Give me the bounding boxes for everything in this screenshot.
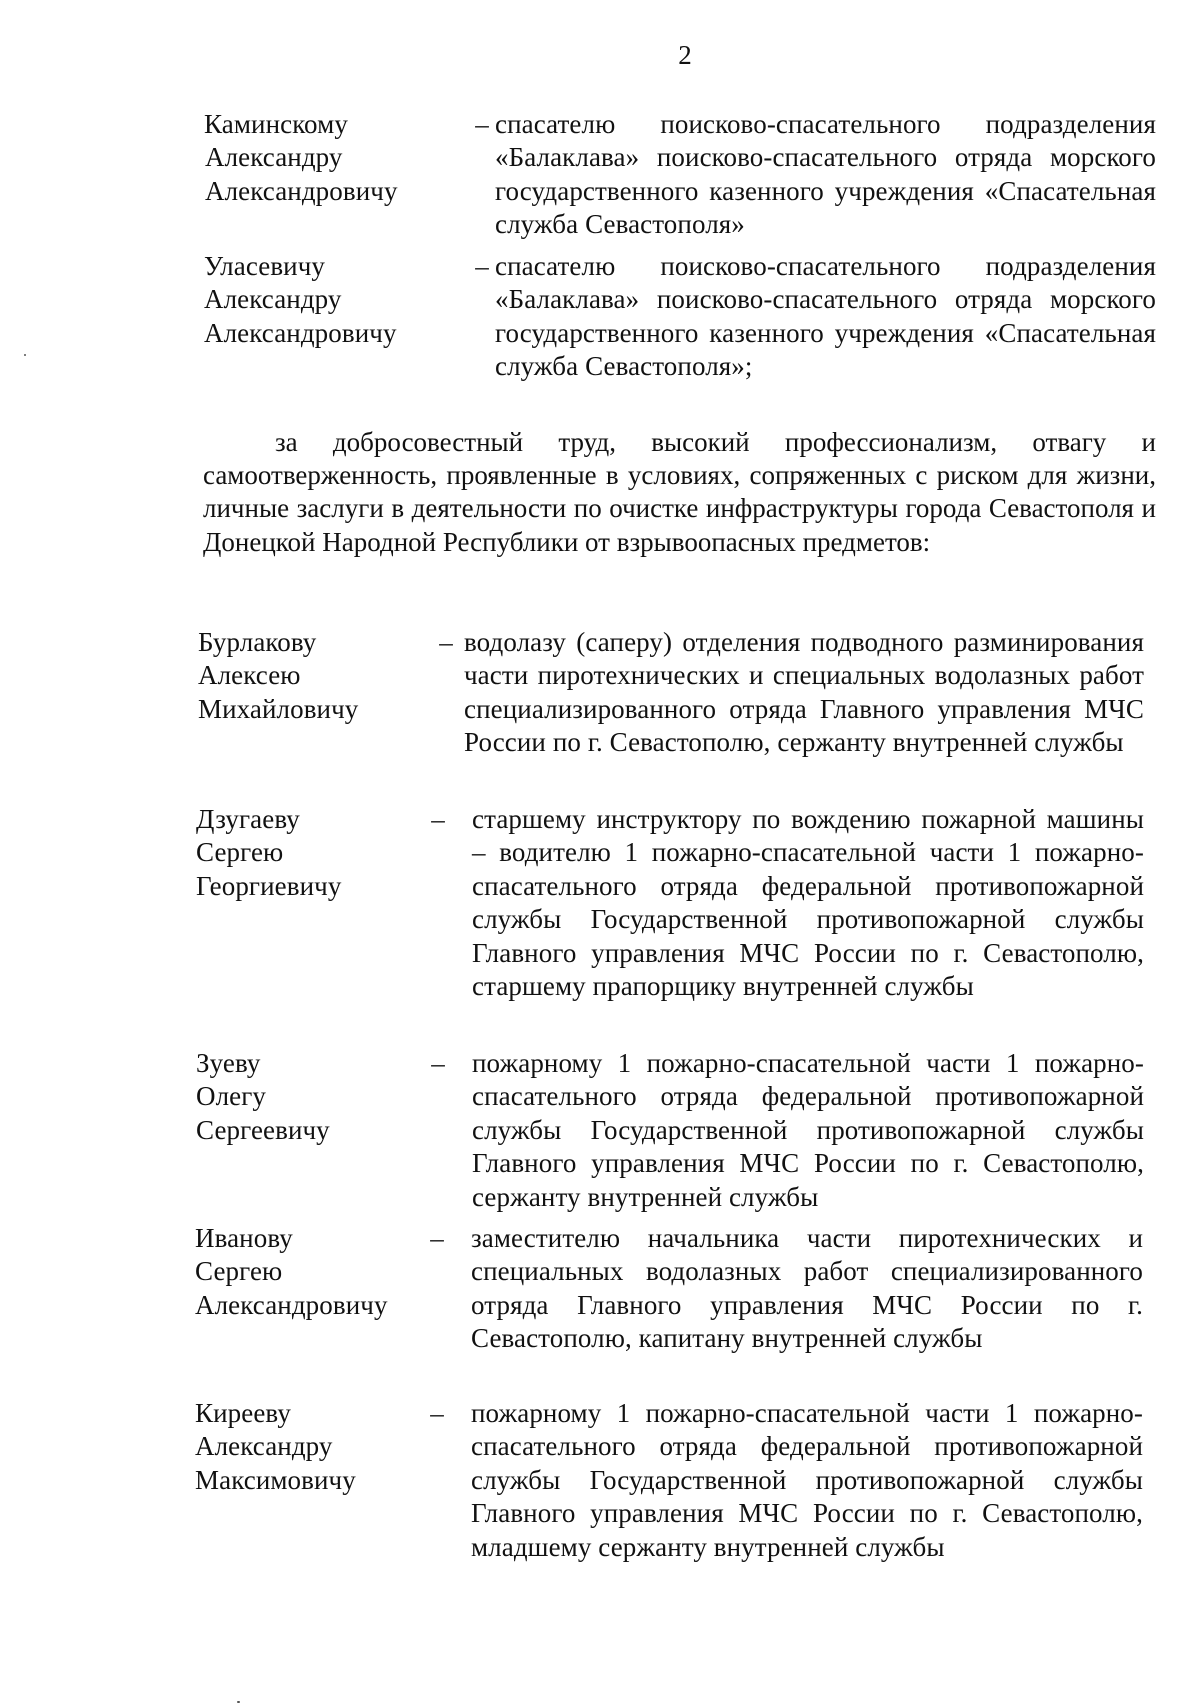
entry-dash: – xyxy=(431,1048,445,1078)
recipient-surname: Иванову xyxy=(195,1223,293,1253)
recipient-first-name: Сергею xyxy=(195,1256,283,1287)
entry-dash: – xyxy=(475,251,489,281)
recipient-name xyxy=(195,1397,415,1497)
award-entry-ulasevich xyxy=(204,250,1156,386)
recipient-name xyxy=(204,108,424,208)
recipient-position: старшему инструктору по вождению пожарной машины – водителю 1 пожарно-спасательной части 1 пожарно-спасательного отряда федеральной противопожарной службы Государственной противопожарной службы Главного управления МЧС России по г. Севастополю, старшему прапорщику внутренней службы xyxy=(472,804,1144,1002)
recipient-position: пожарному 1 пожарно-спасательной части 1 пожарно-спасательного отряда федеральной противопожарной службы Государственной противопожарной службы Главного управления МЧС России по г. Севастополю, младшему сержанту внутренней службы xyxy=(471,1398,1143,1562)
recipient-patronymic: Александровичу xyxy=(205,175,398,206)
recipient-position: спасателю поисково-спасательного подразделения «Балаклава» поисково-спасательного отряда морского государственного казенного учреждения «Спасательная служба Севастополя» xyxy=(495,109,1156,240)
recipient-first-name: Александру xyxy=(195,1431,333,1462)
recipient-first-name: Александру xyxy=(205,142,343,173)
recipient-position: заместителю начальника части пиротехнических и специальных водолазных работ специализированного отряда Главного управления МЧС России по г. Севастополю, капитану внутренней службы xyxy=(471,1223,1143,1354)
recipient-patronymic: Максимовичу xyxy=(195,1464,356,1495)
recipient-patronymic: Александровичу xyxy=(204,317,397,348)
recipient-position: спасателю поисково-спасательного подразделения «Балаклава» поисково-спасательного отряда морского государственного казенного учреждения «Спасательная служба Севастополя»; xyxy=(495,251,1156,382)
entry-dash: – xyxy=(430,1223,444,1253)
recipient-surname: Дзугаеву xyxy=(196,804,300,834)
award-reason-paragraph: за добросовестный труд, высокий профессионализм, отвагу и самоотверженность, проявленные в условиях, сопряженных с риском для жизни, личные заслуги в деятельности по очистке инфраструктуры города Севастополя и Донецкой Народной Республики от взрывоопасных предметов: xyxy=(203,427,1156,557)
recipient-patronymic: Сергеевичу xyxy=(196,1114,330,1145)
recipient-first-name: Алексею xyxy=(198,660,301,691)
award-entry-dzugaev xyxy=(196,803,1144,1039)
recipient-first-name: Сергею xyxy=(196,837,284,868)
award-entry-burlakov xyxy=(198,626,1144,794)
recipient-name xyxy=(196,1047,416,1147)
recipient-position: пожарному 1 пожарно-спасательной части 1 пожарно-спасательного отряда федеральной противопожарной службы Государственной противопожарной службы Главного управления МЧС России по г. Севастополю, сержанту внутренней службы xyxy=(472,1048,1144,1212)
recipient-surname: Каминскому xyxy=(204,109,348,139)
entry-dash: – xyxy=(475,109,489,139)
entry-dash: – xyxy=(431,804,445,834)
recipient-name xyxy=(196,803,416,903)
scan-speck xyxy=(237,1701,240,1703)
award-entry-zuev xyxy=(196,1047,1144,1215)
recipient-surname: Уласевичу xyxy=(204,251,326,281)
page-number: 2 xyxy=(678,40,692,70)
recipient-name xyxy=(195,1222,415,1322)
recipient-surname: Бурлакову xyxy=(198,627,317,657)
recipient-first-name: Александру xyxy=(204,284,342,315)
recipient-name xyxy=(204,250,424,350)
recipient-name xyxy=(198,626,418,726)
recipient-patronymic: Георгиевичу xyxy=(196,870,342,901)
recipient-patronymic: Александровичу xyxy=(195,1289,388,1320)
award-entry-kireev xyxy=(195,1397,1143,1565)
recipient-surname: Кирееву xyxy=(195,1398,291,1428)
recipient-patronymic: Михайловичу xyxy=(198,693,359,724)
entry-dash: – xyxy=(439,627,453,657)
recipient-first-name: Олегу xyxy=(196,1081,267,1112)
scan-speck xyxy=(24,354,26,356)
entry-dash: – xyxy=(430,1398,444,1428)
recipient-surname: Зуеву xyxy=(196,1048,261,1078)
recipient-position: водолазу (саперу) отделения подводного разминирования части пиротехнических и специальных водолазных работ специализированного отряда Главного управления МЧС России по г. Севастополю, сержанту внутренней службы xyxy=(464,627,1144,758)
award-entry-ivanov xyxy=(195,1222,1143,1390)
award-entry-kaminsky xyxy=(204,108,1156,244)
